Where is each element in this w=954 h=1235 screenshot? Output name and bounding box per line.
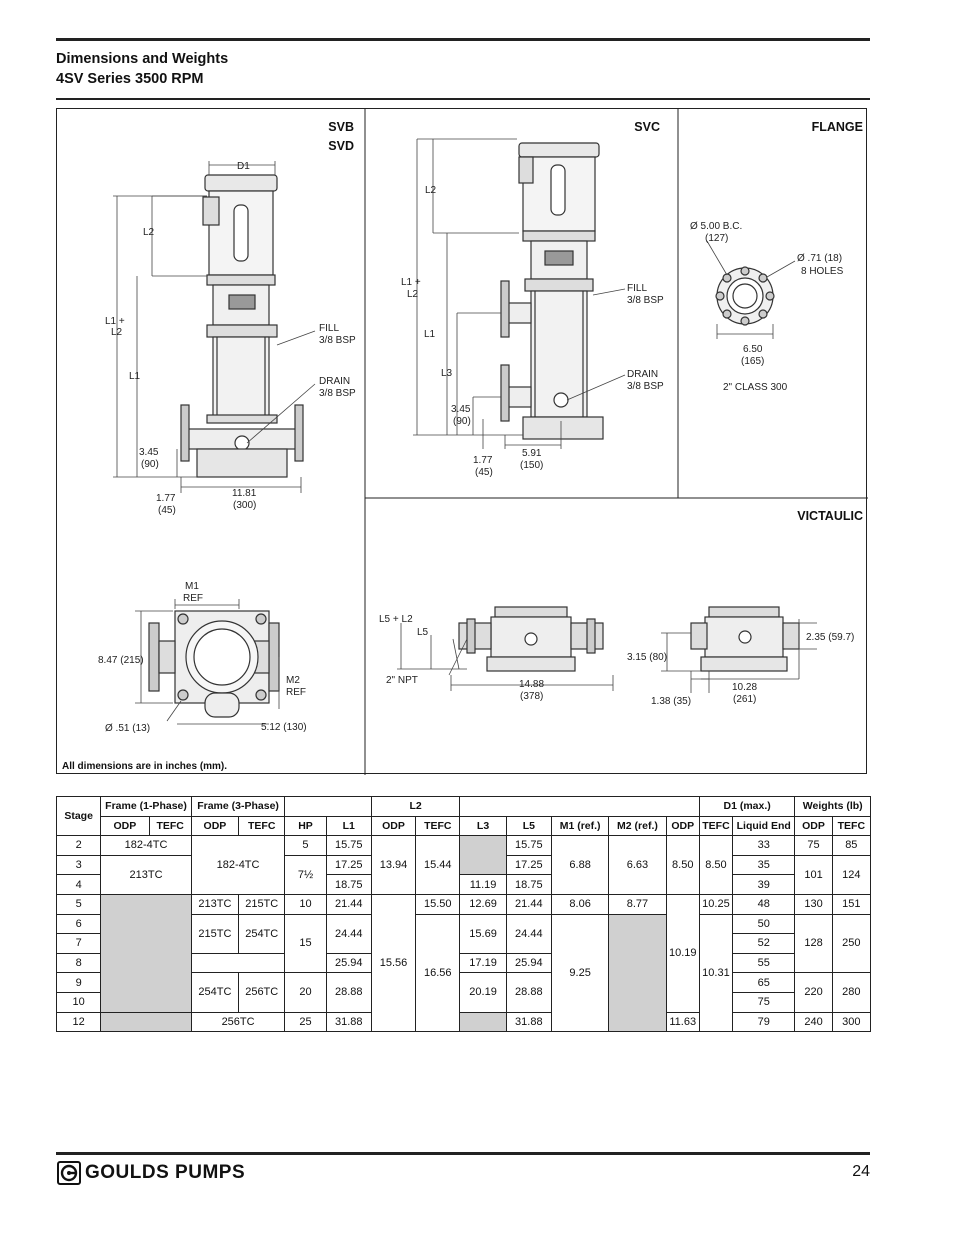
victaulic-drawing-right xyxy=(691,607,799,671)
cell: 20.19 xyxy=(460,973,506,1012)
flange-drawing xyxy=(716,267,774,325)
header-liquid-end: Liquid End xyxy=(733,816,795,836)
cell-blank xyxy=(101,894,192,1012)
table-header-row-2 xyxy=(57,816,871,836)
svc-345-b: (90) xyxy=(453,416,471,427)
cell: 151 xyxy=(832,894,870,914)
cell: 11.63 xyxy=(666,1012,699,1032)
cell: 33 xyxy=(733,836,795,856)
cell: 256TC xyxy=(239,973,285,1012)
cell: 28.88 xyxy=(506,973,551,1012)
cell: 182-4TC xyxy=(191,836,285,895)
svb-177-a: 1.77 xyxy=(156,493,176,504)
cell: 6 xyxy=(57,914,101,934)
cell: 213TC xyxy=(191,894,238,914)
svb-l1-l2-b: L2 xyxy=(111,327,123,338)
cell: 124 xyxy=(832,855,870,894)
brand-name: GOULDS PUMPS xyxy=(85,1162,246,1183)
victaulic-label: VICTAULIC xyxy=(797,509,863,523)
flange-label: FLANGE xyxy=(811,120,863,134)
svb-l1: L1 xyxy=(129,371,141,382)
cell: 17.19 xyxy=(460,953,506,973)
cell: 31.88 xyxy=(506,1012,551,1032)
svb-177-b: (45) xyxy=(158,505,176,516)
cell: 15.56 xyxy=(371,894,415,1031)
cell: 2 xyxy=(57,836,101,856)
cell: 7½ xyxy=(285,855,326,894)
cell-blank xyxy=(609,914,666,1032)
cell-blank xyxy=(460,1012,506,1032)
header-l3: L3 xyxy=(460,816,506,836)
cell: 12.69 xyxy=(460,894,506,914)
cell: 25 xyxy=(285,1012,326,1032)
cell: 15 xyxy=(285,914,326,973)
base-plan-drawing xyxy=(149,611,279,717)
svc-drain-a: DRAIN xyxy=(627,369,659,380)
vic-npt: 2" NPT xyxy=(386,675,418,686)
header-l2-tefc: TEFC xyxy=(416,816,460,836)
cell: 3 xyxy=(57,855,101,875)
cell: 18.75 xyxy=(326,875,371,895)
flange-650-b: (165) xyxy=(741,356,765,367)
svc-177-a: 1.77 xyxy=(473,455,493,466)
header-d1: D1 (max.) xyxy=(699,797,795,817)
cell: 5 xyxy=(57,894,101,914)
cell: 25.94 xyxy=(506,953,551,973)
header-m2: M2 (ref.) xyxy=(609,816,666,836)
cell: 15.44 xyxy=(416,836,460,895)
cell: 300 xyxy=(832,1012,870,1032)
cell: 9.25 xyxy=(551,914,608,1032)
header-l1: L1 xyxy=(326,816,371,836)
vic-l5: L5 xyxy=(417,627,429,638)
cell: 220 xyxy=(795,973,832,1012)
cell: 17.25 xyxy=(326,855,371,875)
svc-fill-a: FILL xyxy=(627,283,648,294)
vic-315: 3.15 (80) xyxy=(627,652,668,663)
cell: 65 xyxy=(733,973,795,993)
cell: 10.19 xyxy=(666,894,699,1012)
header-l2: L2 xyxy=(371,797,460,817)
base-m1-b: REF xyxy=(183,593,203,604)
svb-345-b: (90) xyxy=(141,459,159,470)
cell: 240 xyxy=(795,1012,832,1032)
goulds-pumps-logo xyxy=(57,1158,245,1188)
cell: 7 xyxy=(57,934,101,954)
header-f1-odp: ODP xyxy=(101,816,149,836)
footer-rule xyxy=(56,1152,870,1155)
cell: 11.19 xyxy=(460,875,506,895)
header-f3-odp: ODP xyxy=(191,816,238,836)
vic-l5-l2: L5 + L2 xyxy=(379,614,413,625)
header-w-odp: ODP xyxy=(795,816,832,836)
dimension-drawings xyxy=(56,108,867,774)
header-blank-2 xyxy=(460,797,699,817)
cell: 48 xyxy=(733,894,795,914)
cell: 10.25 xyxy=(699,894,732,914)
cell: 101 xyxy=(795,855,832,894)
cell: 21.44 xyxy=(506,894,551,914)
svc-label: SVC xyxy=(634,120,660,134)
flange-class: 2" CLASS 300 xyxy=(723,382,788,393)
svb-drain-b: 3/8 BSP xyxy=(319,388,356,399)
header-hp: HP xyxy=(285,816,326,836)
cell: 128 xyxy=(795,914,832,973)
cell: 130 xyxy=(795,894,832,914)
vic-235: 2.35 (59.7) xyxy=(806,632,855,643)
header-d1-odp: ODP xyxy=(666,816,699,836)
cell: 25.94 xyxy=(326,953,371,973)
page-title xyxy=(56,49,228,89)
flange-holes-a: Ø .71 (18) xyxy=(797,253,843,264)
cell: 52 xyxy=(733,934,795,954)
header-d1-tefc: TEFC xyxy=(699,816,732,836)
header-weights: Weights (lb) xyxy=(795,797,871,817)
base-847: 8.47 (215) xyxy=(98,655,144,666)
goulds-logo-icon xyxy=(57,1161,81,1185)
header-frame-1phase: Frame (1-Phase) xyxy=(101,797,192,817)
flange-650-a: 6.50 xyxy=(743,344,763,355)
svc-345-a: 3.45 xyxy=(451,404,471,415)
cell: 256TC xyxy=(191,1012,285,1032)
svc-177-b: (45) xyxy=(475,467,493,478)
cell: 8 xyxy=(57,953,101,973)
cell: 213TC xyxy=(101,855,192,894)
svb-1181-a: 11.81 xyxy=(232,488,257,499)
svc-l1-l2-a: L1 + xyxy=(401,277,421,288)
cell: 4 xyxy=(57,875,101,895)
cell: 254TC xyxy=(239,914,285,953)
cell: 31.88 xyxy=(326,1012,371,1032)
cell-blank xyxy=(101,1012,192,1032)
cell: 50 xyxy=(733,914,795,934)
header-f3-tefc: TEFC xyxy=(239,816,285,836)
header-l2-odp: ODP xyxy=(371,816,415,836)
cell: 182-4TC xyxy=(101,836,192,856)
header-f1-tefc: TEFC xyxy=(149,816,191,836)
vic-1488-a: 14.88 xyxy=(519,679,545,690)
svb-drain-a: DRAIN xyxy=(319,376,351,387)
svb-1181-b: (300) xyxy=(233,500,257,511)
svb-pump-drawing xyxy=(181,175,303,477)
cell: 18.75 xyxy=(506,875,551,895)
table-row xyxy=(57,1012,871,1032)
title-line-2: 4SV Series 3500 RPM xyxy=(56,71,204,87)
svc-l1-l2-b: L2 xyxy=(407,289,419,300)
cell: 10.31 xyxy=(699,914,732,1032)
base-051: Ø .51 (13) xyxy=(105,723,151,734)
header-w-tefc: TEFC xyxy=(832,816,870,836)
vic-1028-a: 10.28 xyxy=(732,682,758,693)
header-blank-1 xyxy=(285,797,372,817)
title-rule xyxy=(56,98,870,100)
cell: 28.88 xyxy=(326,973,371,1012)
flange-bc-b: (127) xyxy=(705,233,729,244)
title-line-1: Dimensions and Weights xyxy=(56,51,229,67)
cell-blank xyxy=(191,953,285,973)
svd-label: SVD xyxy=(328,139,354,153)
svb-fill-b: 3/8 BSP xyxy=(319,335,356,346)
vic-138: 1.38 (35) xyxy=(651,696,692,707)
svb-l2: L2 xyxy=(143,227,155,238)
svc-l2: L2 xyxy=(425,185,437,196)
flange-bc-a: Ø 5.00 B.C. xyxy=(690,221,743,232)
cell: 21.44 xyxy=(326,894,371,914)
vic-1028-b: (261) xyxy=(733,694,757,705)
base-512: 5.12 (130) xyxy=(261,722,307,733)
svb-l1-l2-a: L1 + xyxy=(105,316,125,327)
cell: 6.88 xyxy=(551,836,608,895)
cell: 75 xyxy=(795,836,832,856)
cell: 15.69 xyxy=(460,914,506,953)
cell: 10 xyxy=(285,894,326,914)
cell: 24.44 xyxy=(326,914,371,953)
cell: 10 xyxy=(57,992,101,1012)
cell: 8.50 xyxy=(699,836,732,895)
vic-1488-b: (378) xyxy=(520,691,544,702)
header-stage: Stage xyxy=(57,797,101,836)
table-row xyxy=(57,894,871,914)
cell: 16.56 xyxy=(416,914,460,1032)
base-m1-a: M1 xyxy=(185,581,199,592)
cell: 8.50 xyxy=(666,836,699,895)
table-header-row-1 xyxy=(57,797,871,817)
cell: 6.63 xyxy=(609,836,666,895)
cell: 15.50 xyxy=(416,894,460,914)
cell: 13.94 xyxy=(371,836,415,895)
svb-345-a: 3.45 xyxy=(139,447,159,458)
dimensions-weights-table xyxy=(56,796,871,1032)
cell: 15.75 xyxy=(326,836,371,856)
victaulic-drawing-left xyxy=(459,607,603,671)
cell: 280 xyxy=(832,973,870,1012)
cell: 35 xyxy=(733,855,795,875)
cell: 254TC xyxy=(191,973,238,1012)
cell: 5 xyxy=(285,836,326,856)
svb-label: SVB xyxy=(328,120,354,134)
cell: 24.44 xyxy=(506,914,551,953)
svc-l3: L3 xyxy=(441,368,453,379)
top-rule xyxy=(56,38,870,41)
svc-l1: L1 xyxy=(424,329,436,340)
cell: 215TC xyxy=(239,894,285,914)
cell: 8.77 xyxy=(609,894,666,914)
cell: 8.06 xyxy=(551,894,608,914)
page-number: 24 xyxy=(852,1163,870,1180)
cell: 39 xyxy=(733,875,795,895)
cell: 215TC xyxy=(191,914,238,953)
svc-drain-b: 3/8 BSP xyxy=(627,381,664,392)
cell: 12 xyxy=(57,1012,101,1032)
cell: 17.25 xyxy=(506,855,551,875)
svc-591-a: 5.91 xyxy=(522,448,542,459)
svc-fill-b: 3/8 BSP xyxy=(627,295,664,306)
svc-591-b: (150) xyxy=(520,460,544,471)
table-row xyxy=(57,836,871,856)
header-frame-3phase: Frame (3-Phase) xyxy=(191,797,285,817)
cell-blank xyxy=(460,836,506,875)
cell: 20 xyxy=(285,973,326,1012)
svc-pump-drawing xyxy=(501,143,603,439)
drawings-svg xyxy=(57,109,868,775)
cell: 250 xyxy=(832,914,870,973)
base-m2-a: M2 xyxy=(286,675,300,686)
cell: 79 xyxy=(733,1012,795,1032)
svb-d1: D1 xyxy=(237,161,250,172)
units-note: All dimensions are in inches (mm). xyxy=(62,761,228,772)
svb-fill-a: FILL xyxy=(319,323,340,334)
cell: 85 xyxy=(832,836,870,856)
header-l5: L5 xyxy=(506,816,551,836)
cell: 55 xyxy=(733,953,795,973)
cell: 9 xyxy=(57,973,101,993)
flange-holes-b: 8 HOLES xyxy=(801,266,844,277)
header-m1: M1 (ref.) xyxy=(551,816,608,836)
cell: 15.75 xyxy=(506,836,551,856)
cell: 75 xyxy=(733,992,795,1012)
base-m2-b: REF xyxy=(286,687,306,698)
